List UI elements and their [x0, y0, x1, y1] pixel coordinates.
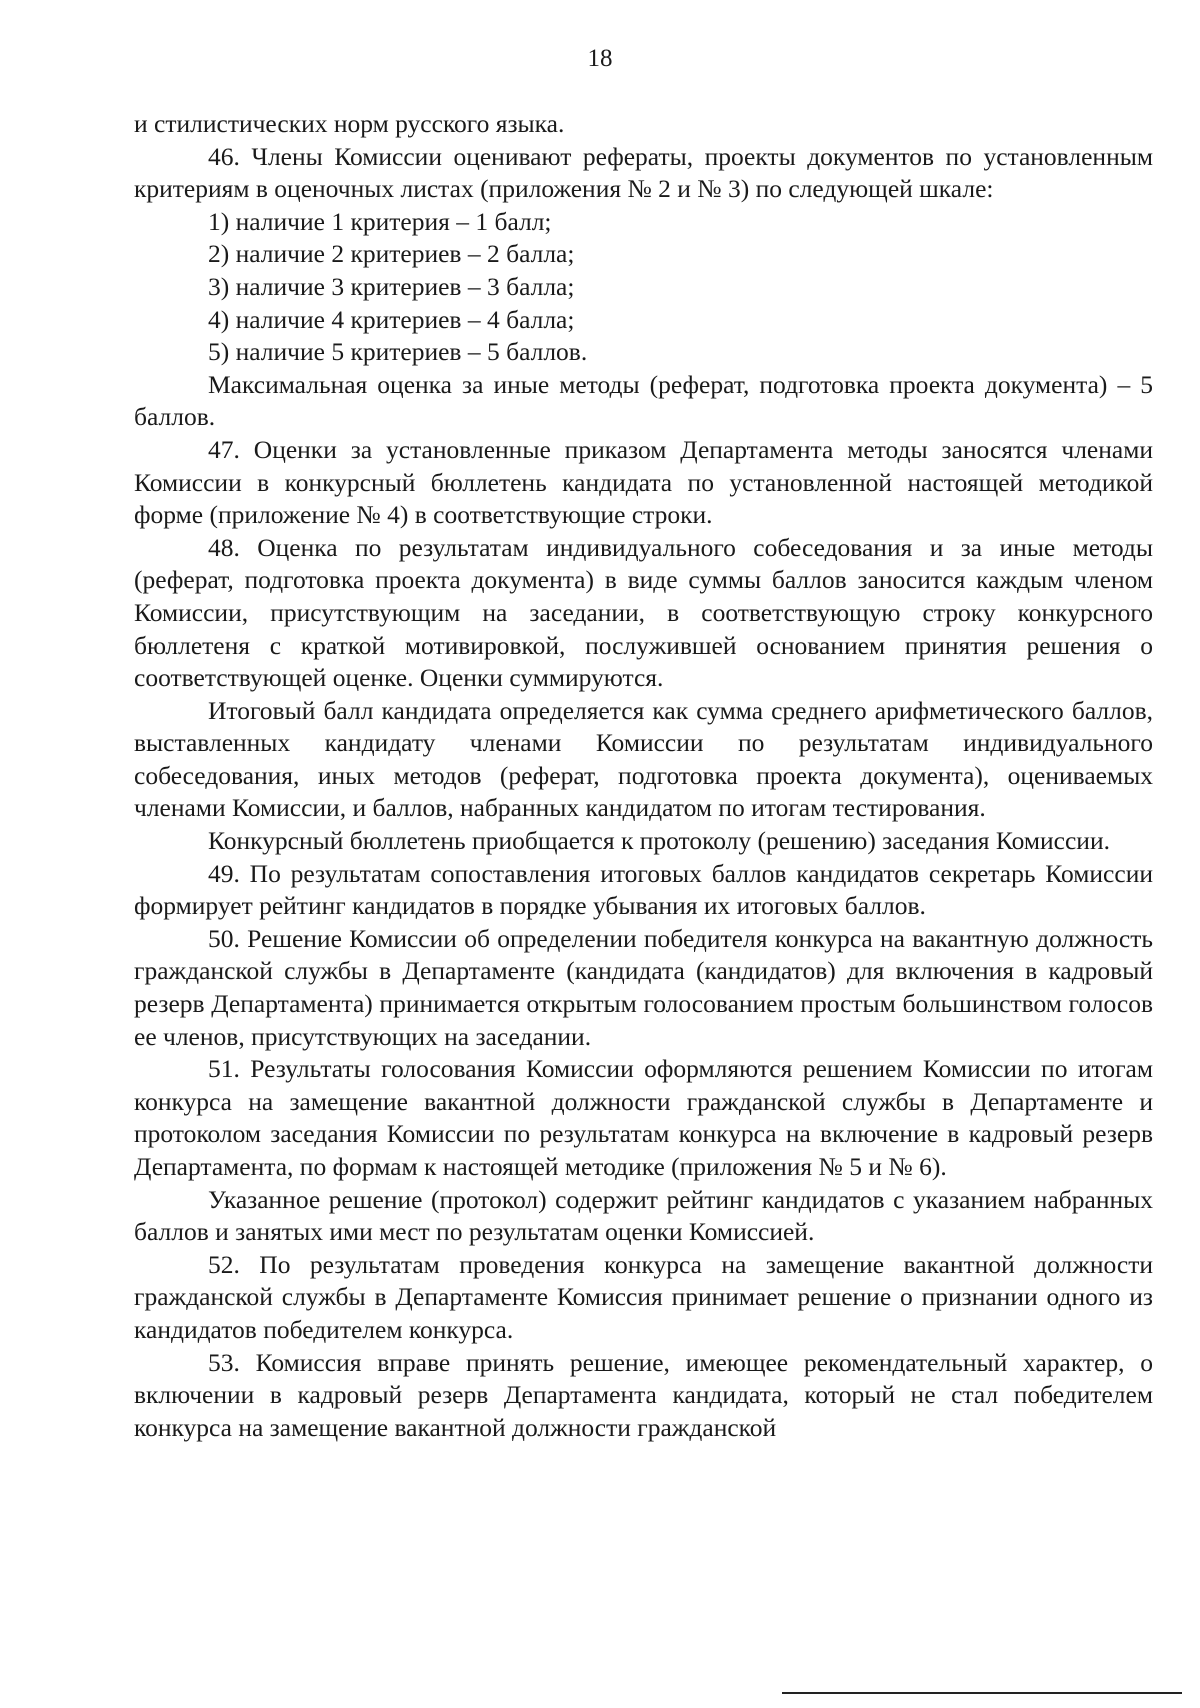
paragraph-53: 53. Комиссия вправе принять решение, имеющее рекомендательный характер, о включении в кадровый резерв Департамента кандидата, который не стал победителем конкурса на замещение вакантной должности гражданской	[134, 1347, 1153, 1442]
paragraph-51: 51. Результаты голосования Комиссии оформляются решением Комиссии по итогам конкурса на замещение вакантной должности гражданской службы в Департаменте и протоколом заседания Комиссии по результатам конкурса на включение в кадровый резерв Департамента, по формам к настоящей методике (приложения № 5 и № 6).	[134, 1054, 1153, 1181]
scale-item-2: 2) наличие 2 критериев – 2 балла;	[208, 239, 575, 269]
scoring-scale-list	[134, 206, 1153, 369]
paragraph-48: 48. Оценка по результатам индивидуального собеседования и за иные методы (реферат, подготовка проекта документа) в виде суммы баллов заносится каждым членом Комиссии, присутствующим на заседании, в соответствующую строку конкурсного бюллетеня с краткой мотивировкой, послужившей основанием принятия решения о соответствующей оценке. Оценки суммируются.	[134, 532, 1153, 693]
paragraph-46: 46. Члены Комиссии оценивают рефераты, проекты документов по установленным критериям в оценочных листах (приложения № 2 и № 3) по следующей шкале:	[134, 141, 1153, 204]
scale-item-5: 5) наличие 5 критериев – 5 баллов.	[208, 337, 588, 367]
paragraph-ballot: Конкурсный бюллетень приобщается к протоколу (решению) заседания Комиссии.	[208, 826, 1110, 856]
paragraph-decision: Указанное решение (протокол) содержит рейтинг кандидатов с указанием набранных баллов и занятых ими мест по результатам оценки Комиссией.	[134, 1184, 1153, 1247]
paragraph-total-score: Итоговый балл кандидата определяется как сумма среднего арифметического баллов, выставленных кандидату членами Комиссии по результатам индивидуального собеседования, иных методов (реферат, подготовка проекта документа), оцениваемых членами Комиссии, и баллов, набранных кандидатом по итогам тестирования.	[134, 695, 1153, 823]
paragraph-intro: и стилистических норм русского языка.	[134, 109, 565, 138]
scale-item-1: 1) наличие 1 критерия – 1 балл;	[208, 206, 552, 236]
paragraph-47: 47. Оценки за установленные приказом Департамента методы заносятся членами Комиссии в конкурсный бюллетень кандидата по установленной настоящей методикой форме (приложение № 4) в соответствующие строки.	[134, 434, 1153, 530]
document-body	[134, 108, 1153, 1444]
scale-item-3: 3) наличие 3 критериев – 3 балла;	[208, 271, 575, 301]
paragraph-max-score: Максимальная оценка за иные методы (реферат, подготовка проекта документа) – 5 баллов.	[134, 369, 1153, 432]
bottom-rule	[782, 1692, 1182, 1694]
paragraph-52: 52. По результатам проведения конкурса на замещение вакантной должности гражданской службы в Департаменте Комиссия принимает решение о признании одного из кандидатов победителем конкурса.	[134, 1249, 1153, 1344]
scale-item-4: 4) наличие 4 критериев – 4 балла;	[208, 304, 575, 334]
page-number: 18	[587, 45, 613, 72]
paragraph-50: 50. Решение Комиссии об определении победителя конкурса на вакантную должность гражданской службы в Департаменте (кандидата (кандидатов) для включения в кадровый резерв Департамента) принимается открытым голосованием простым большинством голосов ее членов, присутствующих на заседании.	[134, 923, 1153, 1051]
paragraph-49: 49. По результатам сопоставления итоговых баллов кандидатов секретарь Комиссии формирует рейтинг кандидатов в порядке убывания их итоговых баллов.	[134, 858, 1153, 921]
